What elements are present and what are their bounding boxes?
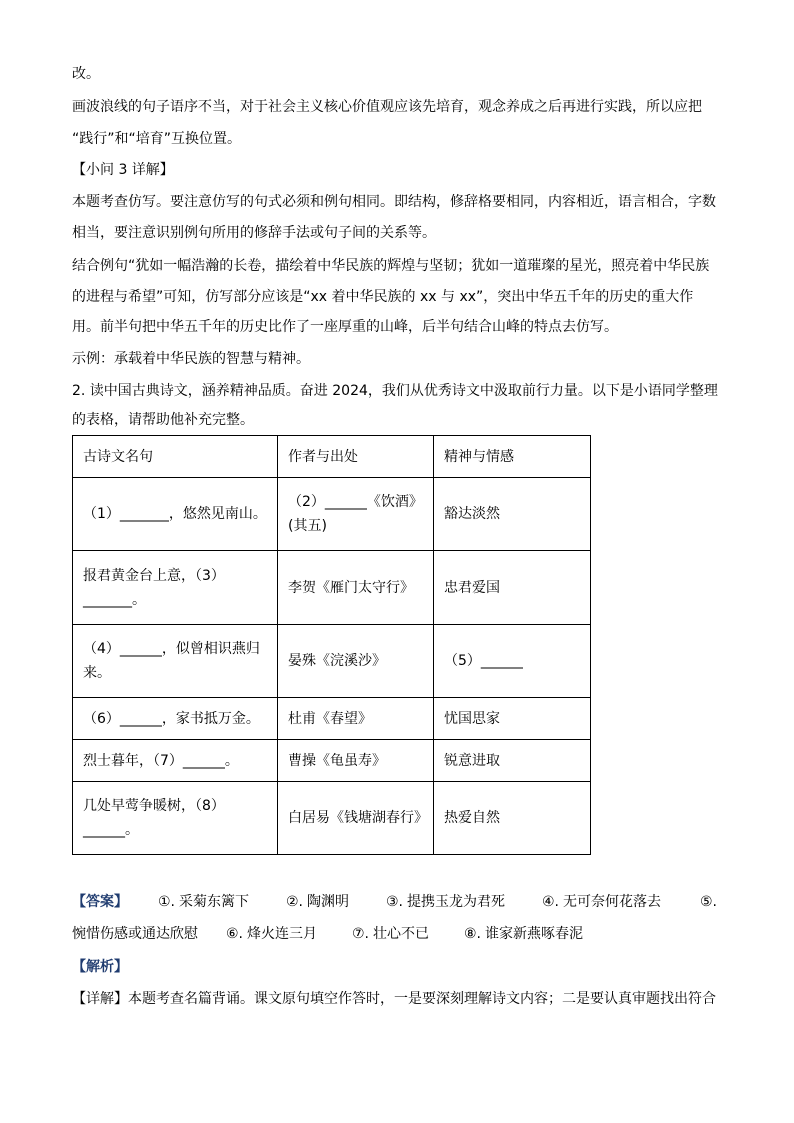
table-row [73,625,591,698]
table-cell: 李贺《雁门太守行》 [278,551,434,625]
answer-text: 烽火连三月 [247,926,318,942]
table-header-cell: 古诗文名句 [73,436,278,478]
table-header-row [73,436,591,478]
table-cell: 杜甫《春望》 [278,698,434,740]
table-cell: 锐意进取 [434,740,591,782]
answer-text: 提携玉龙为君死 [407,894,506,910]
text-line: 的进程与希望”可知，仿写部分应该是“xx 着中华民族的 xx 与 xx”，突出中华五千年的历史的重大作 [72,289,694,305]
answer-number-wrap [700,892,721,912]
detail-text: 本题考查名篇背诵。课文原句填空作答时，一是要深刻理解诗文内容；二是要认真审题找出符合 [128,991,716,1007]
detail-line [72,989,716,1009]
answer-item [226,924,317,944]
detail-tag: 【详解】 [72,991,128,1007]
text-line: 改。 [72,66,100,82]
table-cell: （5）______ [434,625,591,698]
text-line: 结合例句“犹如一幅浩瀚的长卷，描绘着中华民族的辉煌与坚韧；犹如一道璀璨的星光，照亮着中华民族 [72,258,710,274]
question-line: 的表格，请帮助他补充完整。 [72,412,254,428]
answer-item [352,924,429,944]
text-line: 画波浪线的句子语序不当，对于社会主义核心价值观应该先培育，观念养成之后再进行实践，所以应把 [72,99,702,115]
answer-text: 谁家新燕啄春泥 [485,926,584,942]
analysis-tag: 【解析】 [72,959,128,975]
answer-number: ①. [158,894,176,910]
answer-item [158,892,249,912]
text-line: 用。前半句把中华五千年的历史比作了一座厚重的山峰，后半句结合山峰的特点去仿写。 [72,319,618,335]
answer-row [72,892,732,924]
answer-item [286,892,349,912]
table-cell: （1）_______，悠然见南山。 [73,478,278,551]
answer-number: ⑦. [352,926,370,942]
table-cell: 报君黄金台上意，（3）_______。 [73,551,278,625]
answer-text: 壮心不已 [373,926,430,942]
table-cell: 白居易《钱塘湖春行》 [278,782,434,855]
answer-number: ⑤. [700,894,718,910]
answer-item [464,924,583,944]
table-row [73,782,591,855]
table-cell: （6）______，家书抵万金。 [73,698,278,740]
table-row [73,740,591,782]
table-cell: 忠君爱国 [434,551,591,625]
text-line: 本题考查仿写。要注意仿写的句式必须和例句相同。即结构，修辞格要相同，内容相近，语言相合，字数 [72,194,716,210]
table-cell: 豁达淡然 [434,478,591,551]
answer-row [72,924,732,956]
table-cell: （4）______，似曾相识燕归来。 [73,625,278,698]
table-cell: （2）______《饮酒》(其五) [278,478,434,551]
table-row [73,551,591,625]
answer-number: ⑥. [226,926,244,942]
answer-text: 采菊东篱下 [179,894,250,910]
answer-item [542,892,661,912]
table-cell: 晏殊《浣溪沙》 [278,625,434,698]
table-row [73,698,591,740]
answer-item [386,892,505,912]
section-heading: 【小问 3 详解】 [72,162,174,178]
text-line: 相当，要注意识别例句所用的修辞手法或句子间的关系等。 [72,225,436,241]
table-cell: 曹操《龟虽寿》 [278,740,434,782]
table-cell: 忧国思家 [434,698,591,740]
answer-text: 无可奈何花落去 [563,894,662,910]
answer-tag: 【答案】 [72,894,128,910]
table-header-cell: 精神与情感 [434,436,591,478]
table-row [73,478,591,551]
answer-text: 陶渊明 [307,894,350,910]
answer-text: 惋惜伤感或通达欣慰 [72,926,198,942]
question-line: 2. 读中国古典诗文，涵养精神品质。奋进 2024，我们从优秀诗文中汲取前行力量。以下是小语同学整理 [72,383,718,399]
text-line: “践行”和“培育”互换位置。 [72,131,242,147]
table-header-cell: 作者与出处 [278,436,434,478]
poem-table [72,435,591,855]
answer-number: ④. [542,894,560,910]
table-cell: 烈士暮年，（7）______。 [73,740,278,782]
answer-number: ③. [386,894,404,910]
answer-number: ②. [286,894,304,910]
text-line: 示例：承载着中华民族的智慧与精神。 [72,351,310,367]
table-cell: 热爱自然 [434,782,591,855]
answer-number: ⑧. [464,926,482,942]
answer-block [72,892,732,956]
table-cell: 几处早莺争暖树，（8）______。 [73,782,278,855]
